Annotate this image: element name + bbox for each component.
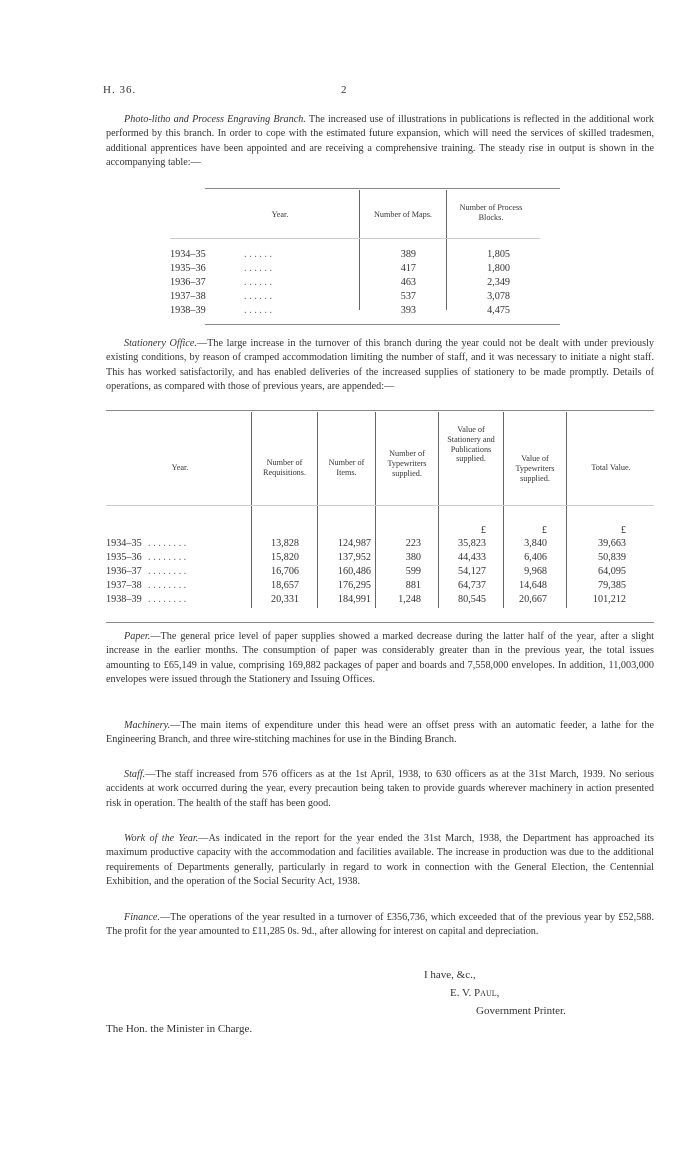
table2-cell-typewriters: 1,248 bbox=[398, 594, 421, 605]
table2-cell-requisitions: 13,828 bbox=[270, 538, 299, 549]
table2-cell-requisitions: 15,820 bbox=[270, 552, 299, 563]
table2-header-requisitions: Number of Requisitions. bbox=[263, 458, 306, 477]
table2-cell-items: 184,991 bbox=[337, 594, 371, 605]
table1-leader-dots: . . . . . . bbox=[244, 263, 273, 274]
table1-header-blocks: Number of Process Blocks. bbox=[459, 203, 523, 222]
table2-cell-typewriters: 223 bbox=[405, 538, 421, 549]
table2-cell-typewriter-value: 3,840 bbox=[524, 538, 547, 549]
table1-cell-blocks: 1,805 bbox=[487, 249, 510, 260]
table1-cell-maps: 463 bbox=[400, 277, 416, 288]
signatory-title: Government Printer. bbox=[476, 1005, 566, 1017]
table1-cell-year: 1935–36 bbox=[170, 263, 206, 274]
table1-cell-maps: 393 bbox=[400, 305, 416, 316]
table2-cell-typewriter-value: 20,667 bbox=[518, 594, 547, 605]
table2-leader-dots: . . . . . . . . bbox=[148, 580, 187, 591]
text-finance: —The operations of the year resulted in a turnover of £356,736, which exceeded that of the previous year by £52,588. The profit for the year amounted to £11,285 0s. 9d., after allowing for interest on capital and depreciation. bbox=[106, 912, 654, 938]
table2-cell-total: 64,095 bbox=[597, 566, 626, 577]
table2-cell-typewriters: 380 bbox=[405, 552, 421, 563]
table2-cell-items: 124,987 bbox=[337, 538, 371, 549]
table1-cell-year: 1934–35 bbox=[170, 249, 206, 260]
table1-cell-blocks: 2,349 bbox=[487, 277, 510, 288]
table2-cell-stationery-value: 80,545 bbox=[457, 594, 486, 605]
table2-leader-dots: . . . . . . . . bbox=[148, 538, 187, 549]
table2-cell-typewriters: 599 bbox=[405, 566, 421, 577]
text-staff: —The staff increased from 576 officers as at the 1st April, 1938, to 630 officers as at the 31st March, 1939. No serious accidents at work occurred during the year, every precaution being taken to provide guards wherever machinery in action presented risk in operation. The health of the staff has been good. bbox=[106, 769, 654, 809]
paragraph-paper bbox=[106, 630, 654, 688]
table1-leader-dots: . . . . . . bbox=[244, 291, 273, 302]
currency-label-total: £ bbox=[620, 525, 626, 536]
table1-cell-blocks: 3,078 bbox=[487, 291, 510, 302]
table2-cell-year: 1935–36 bbox=[106, 552, 142, 563]
table2-cell-requisitions: 20,331 bbox=[270, 594, 299, 605]
table2-cell-requisitions: 16,706 bbox=[270, 566, 299, 577]
closing-phrase: I have, &c., bbox=[424, 969, 476, 981]
heading-staff: Staff. bbox=[124, 769, 146, 780]
table2-leader-dots: . . . . . . . . bbox=[148, 552, 187, 563]
table1-cell-year: 1938–39 bbox=[170, 305, 206, 316]
table1-cell-year: 1937–38 bbox=[170, 291, 206, 302]
table2-header-year: Year. bbox=[171, 463, 189, 472]
signatory-name: E. V. Paul, bbox=[450, 987, 500, 999]
paragraph-work-of-year bbox=[106, 832, 654, 890]
table1-cell-maps: 417 bbox=[400, 263, 416, 274]
table2-cell-total: 50,839 bbox=[597, 552, 626, 563]
paragraph-machinery bbox=[106, 719, 654, 748]
table2-header-total: Total Value. bbox=[591, 463, 631, 472]
table2-cell-total: 79,385 bbox=[597, 580, 626, 591]
table1-leader-dots: . . . . . . bbox=[244, 277, 273, 288]
text-paper: —The general price level of paper supplies showed a marked decrease during the latter half of the year, after a slight increase in the earlier months. The consumption of paper was considerably greater than in the previous year, the total issues amounting to £65,149 in value, comprising 169,882 packages of paper and boards and 7,558,000 envelopes. In addition, 11,003,000 envelopes were issued through the Stationery and Issuing Offices. bbox=[106, 631, 654, 686]
table2-cell-year: 1934–35 bbox=[106, 538, 142, 549]
text-photo-litho: The increased use of illustrations in publications is reflected in the additional work performed by this branch. In order to cope with the estimated future expansion, which will need the services of skilled tradesmen, additional apprentices have been appointed and are receiving a comprehensive training. The steady rise in output is shown in the accompanying table:— bbox=[106, 114, 654, 169]
table1-cell-maps: 537 bbox=[400, 291, 416, 302]
heading-stationery: Stationery Office. bbox=[124, 338, 197, 349]
heading-finance: Finance. bbox=[124, 912, 160, 923]
table1-cell-maps: 389 bbox=[400, 249, 416, 260]
table2-cell-requisitions: 18,657 bbox=[270, 580, 299, 591]
table2-cell-stationery-value: 35,823 bbox=[457, 538, 486, 549]
table2-cell-total: 101,212 bbox=[592, 594, 626, 605]
table2-header-items: Number of Items. bbox=[328, 458, 365, 477]
table2-cell-year: 1938–39 bbox=[106, 594, 142, 605]
document-reference: H. 36. bbox=[103, 84, 137, 96]
table2-cell-stationery-value: 44,433 bbox=[457, 552, 486, 563]
table1-leader-dots: . . . . . . bbox=[244, 305, 273, 316]
table2-cell-typewriters: 881 bbox=[405, 580, 421, 591]
table1-header-maps: Number of Maps. bbox=[374, 210, 432, 219]
heading-work-of-year: Work of the Year. bbox=[124, 833, 199, 844]
table1-cell-blocks: 4,475 bbox=[487, 305, 510, 316]
page-number: 2 bbox=[341, 84, 347, 96]
currency-label-typewriters: £ bbox=[541, 525, 547, 536]
table2-leader-dots: . . . . . . . . bbox=[148, 566, 187, 577]
table2-header-stationery-value: Value of Stationery and Publications supplied. bbox=[447, 425, 495, 464]
table2-cell-items: 160,486 bbox=[337, 566, 371, 577]
text-work-of-year: —As indicated in the report for the year ended the 31st March, 1938, the Department has approached its maximum productive capacity with the accommodation and facilities available. The increase in production was due to the additional requirements of Departments generally, particularly in regard to work in connection with the General Election, the Centennial Exhibition, and the operation of the Social Security Act, 1938. bbox=[106, 833, 654, 888]
page-header bbox=[103, 83, 603, 99]
paragraph-photo-litho bbox=[106, 113, 654, 171]
heading-paper: Paper. bbox=[124, 631, 151, 642]
paragraph-finance bbox=[106, 911, 654, 940]
text-machinery: —The main items of expenditure under this head were an offset press with an automatic feeder, a lathe for the Engineering Branch, and three wire-stitching machines for use in the Binding Branch. bbox=[106, 720, 654, 746]
table2-cell-year: 1936–37 bbox=[106, 566, 142, 577]
paragraph-staff bbox=[106, 768, 654, 811]
table2-leader-dots: . . . . . . . . bbox=[148, 594, 187, 605]
table1-header-year: Year. bbox=[271, 210, 289, 219]
text-stationery: —The large increase in the turnover of this branch during the year could not be dealt with under previously existing conditions, by reason of cramped accommodation limiting the number of staff, and it was necessary to initiate a night staff. This has worked satisfactorily, and has enabled deliveries of the increased supplies of stationery to be made promptly. Details of operations, as compared with those of previous years, are appended:— bbox=[106, 338, 654, 393]
table2-header-typewriter-value: Value of Typewriters supplied. bbox=[515, 454, 555, 483]
heading-machinery: Machinery. bbox=[124, 720, 171, 731]
table1-cell-blocks: 1,800 bbox=[487, 263, 510, 274]
table2-cell-items: 137,952 bbox=[337, 552, 371, 563]
paragraph-stationery bbox=[106, 337, 654, 395]
currency-label-stationery: £ bbox=[480, 525, 486, 536]
table2-cell-stationery-value: 64,737 bbox=[457, 580, 486, 591]
addressee: The Hon. the Minister in Charge. bbox=[106, 1023, 253, 1035]
table2-cell-typewriter-value: 9,968 bbox=[524, 566, 547, 577]
table2-cell-typewriter-value: 6,406 bbox=[524, 552, 547, 563]
table2-cell-typewriter-value: 14,648 bbox=[518, 580, 547, 591]
heading-photo-litho: Photo-litho and Process Engraving Branch. bbox=[124, 114, 306, 125]
table2-cell-year: 1937–38 bbox=[106, 580, 142, 591]
table2-cell-items: 176,295 bbox=[337, 580, 371, 591]
table1-cell-year: 1936–37 bbox=[170, 277, 206, 288]
table1-leader-dots: . . . . . . bbox=[244, 249, 273, 260]
table2-header-typewriters: Number of Typewriters supplied. bbox=[387, 449, 427, 478]
table2-cell-total: 39,663 bbox=[597, 538, 626, 549]
table2-cell-stationery-value: 54,127 bbox=[457, 566, 486, 577]
